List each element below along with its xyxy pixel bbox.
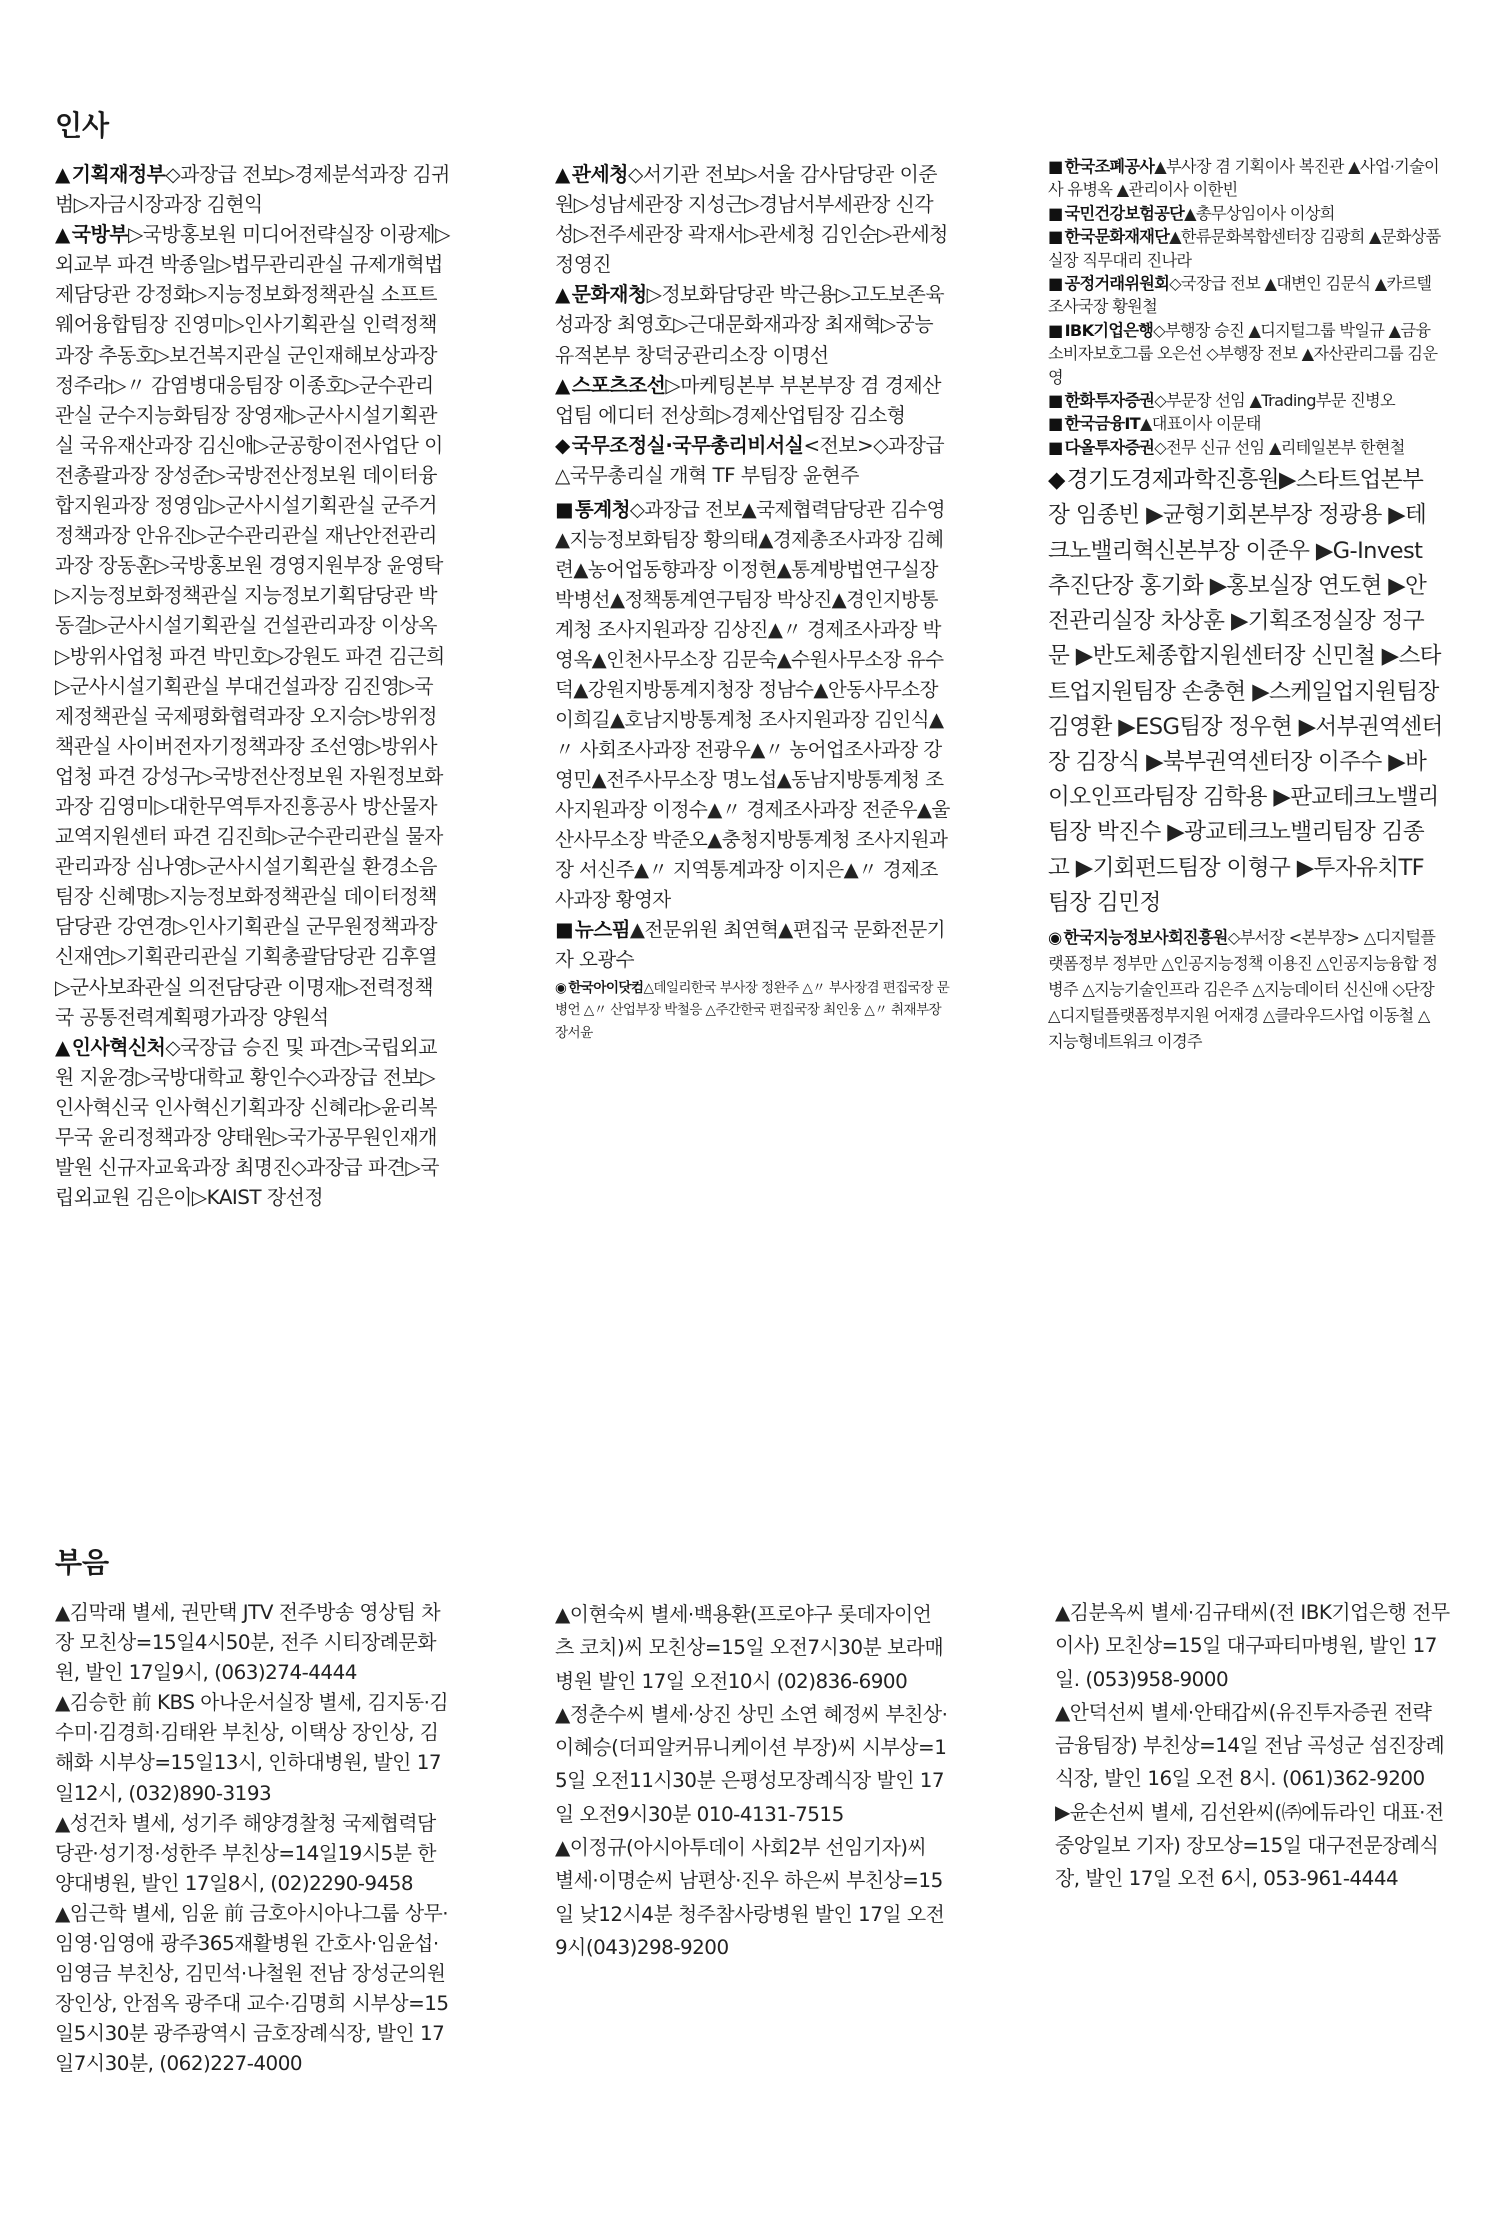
entry-marker: ■ [1048,414,1063,434]
personnel-entry [555,431,950,491]
entry-marker: ■ [1048,320,1063,340]
organization-name: 뉴스핌 [574,918,630,942]
personnel-group [1048,463,1443,921]
personnel-entry [555,495,950,915]
personnel-entry [555,977,950,1044]
entry-text: ▶스타트업본부장 임종빈 ▶균형기회본부장 정광용 ▶테크노밸리혁신본부장 이준우 ▶G-Invest추진단장 홍기화 ▶홍보실장 연도현 ▶안전관리실장 차상훈 ▶기획조정실장 정구문 ▶반도체종합지원센터장 신민철 ▶스타트업지원팀장 손충현 ▶스케일업지원팀장 김영환 ▶ESG팀장 정우현 ▶서부권역센터장 김장식 ▶북부권역센터장 이주수 ▶바이오인프라팀장 김학용 ▶판교테크노밸리팀장 박진수 ▶광교테크노밸리팀장 김종고 ▶기회펀드팀장 이형구 ▶투자유치TF팀장 김민정 [1048,467,1443,916]
organization-name: 경기도경제과학진흥원 [1066,467,1280,494]
personnel-column-2 [555,160,950,1044]
obituary-entry: ▲김분옥씨 별세·김규태씨(전 IBK기업은행 전무이사) 모친상=15일 대구파티마병원, 발인 17일. (053)958-9000 [1055,1601,1450,1691]
personnel-entry [1048,412,1443,435]
personnel-entry [55,160,450,220]
obituary-entry: ▲성건차 별세, 성기주 해양경찰청 국제협력담당관·성기정·성한주 부친상=14일19시5분 한양대병원, 발인 17일8시, (02)2290-9458 [55,1811,436,1895]
organization-name: 한국지능정보사회진흥원 [1063,927,1228,947]
entry-text: ◇서기관 전보▷서울 감사담당관 이준원▷성남세관장 지성근▷경남서부세관장 신각성▷전주세관장 곽재서▷관세청 김인순▷관세청 정영진 [555,163,948,277]
organization-name: 기획재정부 [71,163,166,186]
entry-text: ▲한류문화복합센터장 김광희 ▲문화상품실장 직무대리 진나라 [1048,227,1441,270]
entry-marker: ◆ [1048,467,1065,494]
personnel-entry [555,160,950,280]
personnel-column-1 [55,160,450,1213]
entry-marker: ■ [555,918,573,942]
personnel-group [1048,925,1443,1055]
obituary-section-title: 부음 [55,1546,110,1579]
obituary-entry: ▲김승한 前 KBS 아나운서실장 별세, 김지동·김수미·김경희·김태완 부친상, 이택상 장인상, 김해화 시부상=15일13시, 인하대병원, 발인 17일12시, (032)890-3193 [55,1691,449,1805]
personnel-entry [1048,463,1443,921]
personnel-section-title: 인사 [55,109,110,142]
personnel-group [555,495,950,975]
entry-text: ◇부서장 <본부장> △디지털플랫폼정부 정부만 △인공지능정책 이용진 △인공지능융합 정병주 △지능기술인프라 김은주 △지능데이터 신신애 ◇단장 △디지털플랫폼정부지원 어재경 △클라우드사업 이동철 △지능형네트워크 이경주 [1048,927,1438,1051]
entry-text: ▷국방홍보원 미디어전략실장 이광제▷외교부 파견 박종일▷법무관리관실 규제개혁법제담당관 강정화▷지능정보화정책관실 소프트웨어융합팀장 진영미▷인사기획관실 인력정책과장 추동호▷보건복지관실 군인재해보상과장 정주라▷〃 감염병대응팀장 이종호▷군수관리관실 군수지능화팀장 장영재▷군사시설기획관실 국유재산과장 김신애▷군공항이전사업단 이전총괄과장 장성준▷국방전산정보원 데이터융합지원과장 정영임▷군사시설기획관실 군주거정책과장 안유진▷군수관리관실 재난안전관리과장 장동훈▷국방홍보원 경영지원부장 윤영탁▷지능정보화정책관실 지능정보기획담당관 박동걸▷군사시설기획관실 건설관리과장 이상옥▷방위사업청 파견 박민호▷강원도 파견 김근희▷군사시설기획관실 부대건설과장 김진영▷국제정책관실 국제평화협력과장 오지승▷방위정책관실 사이버전자기정책과장 조선영▷방위사업청 파견 강성구▷국방전산정보원 자원정보화과장 김영미▷대한무역투자진흥공사 방산물자교역지원센터 파견 김진희▷군수관리관실 물자관리과장 심나영▷군사시설기획관실 환경소음팀장 신혜명▷지능정보화정책관실 데이터정책담당관 강연경▷인사기획관실 군무원정책과장 신재연▷기획관리관실 기획총괄담당관 김후열▷군사보좌관실 의전담당관 이명재▷전력정책국 공통전력계획평가과장 양원석 [55,223,450,1029]
entry-marker: ■ [1048,157,1063,176]
organization-name: 스포츠조선 [571,373,666,397]
personnel-group [1048,155,1443,459]
organization-name: 한국조폐공사 [1064,157,1155,176]
obituary-column-3 [1055,1596,1450,1896]
personnel-entry [1048,155,1443,202]
entry-marker: ■ [1048,437,1063,457]
entry-marker: ▲ [55,223,70,247]
entry-marker: ▲ [55,1035,70,1059]
organization-name: 국무조정실·국무총리비서실 [571,433,804,457]
obituary-entry: ▶윤손선씨 별세, 김선완씨(㈜에듀라인 대표·전 중앙일보 기자) 장모상=15일 대구전문장례식장, 발인 17일 오전 6시, 053-961-4444 [1055,1800,1444,1891]
entry-text: ◇부행장 승진 ▲디지털그룹 박일규 ▲금융소비자보호그룹 오은선 ◇부행장 전보 ▲자산관리그룹 김운영 [1048,320,1438,387]
entry-text: ◇과장급 전보▷경제분석과장 김귀범▷자금시장과장 김현익 [55,163,450,217]
entry-marker: ◉ [555,980,567,997]
organization-name: 관세청 [571,163,628,186]
entry-text: ▷마케팅본부 부본부장 겸 경제산업팀 에디터 전상희▷경제산업팀장 김소형 [555,373,941,427]
organization-name: 인사혁신처 [71,1035,166,1059]
entry-text: ◇부문장 선임 ▲Trading부문 진병오 [1154,391,1395,411]
organization-name: 한국금융IT [1064,414,1141,434]
obituary-column-1 [55,1598,450,2080]
entry-marker: ▲ [555,373,570,397]
entry-marker: ■ [1048,203,1063,223]
personnel-entry [555,915,950,975]
personnel-group [555,977,950,1044]
entry-text: ◇국장급 전보 ▲대변인 김문식 ▲카르텔조사국장 황원철 [1048,274,1432,317]
entry-marker: ▲ [555,163,570,186]
entry-text: △데일리한국 부사장 정완주 △〃 부사장겸 편집국장 문병언 △〃 산업부장 박철응 △주간한국 편집국장 최인웅 △〃 취재부장 장서윤 [555,980,950,1041]
personnel-entry [1048,389,1443,412]
entry-marker: ◆ [555,433,570,457]
organization-name: 문화재청 [571,283,647,307]
entry-text: ▲부사장 겸 기획이사 복진관 ▲사업·기술이사 유병옥 ▲관리이사 이한빈 [1048,157,1439,200]
personnel-entry [1048,925,1443,1055]
personnel-entry [1048,202,1443,225]
personnel-entry [1048,272,1443,319]
entry-marker: ■ [1048,391,1063,411]
obituary-entry: ▲김막래 별세, 권만택 JTV 전주방송 영상팀 차장 모친상=15일4시50분, 전주 시티장례문화원, 발인 17일9시, (063)274-4444 [55,1601,441,1685]
entry-marker: ■ [1048,227,1063,247]
obituary-entry: ▲안덕선씨 별세·안태갑씨(유진투자증권 전략금융팀장) 부친상=14일 전남 곡성군 섬진장례식장, 발인 16일 오전 8시. (061)362-9200 [1055,1700,1445,1791]
entry-text: ◇국장급 승진 및 파견▷국립외교원 지윤경▷국방대학교 황인수◇과장급 전보▷인사혁신국 인사혁신기획과장 신혜라▷윤리복무국 윤리정책과장 양태원▷국가공무원인재개발원 신규자교육과장 최명진◇과장급 파견▷국립외교원 김은이▷KAIST 장선정 [55,1035,439,1210]
entry-marker: ▲ [55,163,70,186]
organization-name: 다올투자증권 [1064,437,1155,457]
entry-text: ▲전문위원 최연혁▲편집국 문화전문기자 오광수 [555,918,946,972]
entry-text: ▷정보화담당관 박근용▷고도보존육성과장 최영호▷근대문화재과장 최재혁▷궁능유적본부 창덕궁관리소장 이명선 [555,283,945,367]
entry-marker: ◉ [1048,927,1062,947]
obituary-column-2 [555,1598,950,1964]
entry-text: ◇과장급 전보▲국제협력담당관 김수영▲지능정보화팀장 황의태▲경제총조사과장 김혜련▲농어업동향과장 이정현▲통계방법연구실장 박병선▲정책통계연구팀장 박상진▲경인지방통계청 조사지원과장 김상진▲〃 경제조사과장 박영옥▲인천사무소장 김문숙▲수원사무소장 유수덕▲강원지방통계지청장 정남수▲안동사무소장 이희길▲호남지방통계청 조사지원과장 김인식▲〃 사회조사과장 전광우▲〃 농어업조사과장 강영민▲전주사무소장 명노섭▲동남지방통계청 조사지원과장 이정수▲〃 경제조사과장 전준우▲울산사무소장 박준오▲충청지방통계청 조사지원과장 서신주▲〃 지역통계과장 이지은▲〃 경제조사과장 황영자 [555,498,950,912]
organization-name: 공정거래위원회 [1064,274,1170,294]
personnel-entry [1048,319,1443,389]
organization-name: 한국아이닷컴 [568,980,644,997]
obituary-entry: ▲이현숙씨 별세·백용환(프로야구 롯데자이언츠 코치)씨 모친상=15일 오전7시30분 보라매병원 발인 17일 오전10시 (02)836-6900 [555,1603,944,1693]
entry-text: ▲총무상임이사 이상희 [1184,203,1335,223]
obituary-entry: ▲이정규(아시아투데이 사회2부 선임기자)씨 별세·이명순씨 남편상·진우 하은씨 부친상=15일 낮12시4분 청주참사랑병원 발인 17일 오전9시(043)298-9200 [555,1836,945,1959]
entry-marker: ▲ [555,283,570,307]
personnel-entry [1048,436,1443,459]
personnel-column-3 [1048,155,1443,1054]
entry-marker: ■ [555,498,573,522]
personnel-group [555,160,950,491]
personnel-entry [55,1033,450,1214]
obituary-entry: ▲임근학 별세, 임윤 前 금호아시아나그룹 상무·임영·임영애 광주365재활병원 간호사·임윤섭·임영금 부친상, 김민석·나철원 전남 장성군의원 장인상, 안점옥 광주대 교수·김명희 시부상=15일5시30분 광주광역시 금호장례식장, 발인 17일7시30분, (062)227-4000 [55,1901,449,2076]
organization-name: 국방부 [71,223,128,247]
organization-name: 한화투자증권 [1064,391,1155,411]
personnel-entry [55,220,450,1033]
organization-name: IBK기업은행 [1064,320,1154,340]
entry-text: ◇전무 신규 선임 ▲리테일본부 한현철 [1154,437,1405,457]
obituary-entry: ▲정춘수씨 별세·상진 상민 소연 혜정씨 부친상·이혜승(더피알커뮤니케이션 부장)씨 시부상=15일 오전11시30분 은평성모장례식장 발인 17일 오전9시30분 010-4131-7515 [555,1702,948,1826]
personnel-entry [555,371,950,431]
personnel-entry [1048,225,1443,272]
entry-marker: ■ [1048,274,1063,294]
organization-name: 한국문화재재단 [1064,227,1170,247]
entry-text: ▲대표이사 이문태 [1140,414,1261,434]
organization-name: 국민건강보험공단 [1064,203,1185,223]
organization-name: 통계청 [574,498,630,522]
personnel-entry [555,280,950,370]
entry-text: <전보>◇과장급 △국무총리실 개혁 TF 부팀장 윤현주 [555,433,945,487]
